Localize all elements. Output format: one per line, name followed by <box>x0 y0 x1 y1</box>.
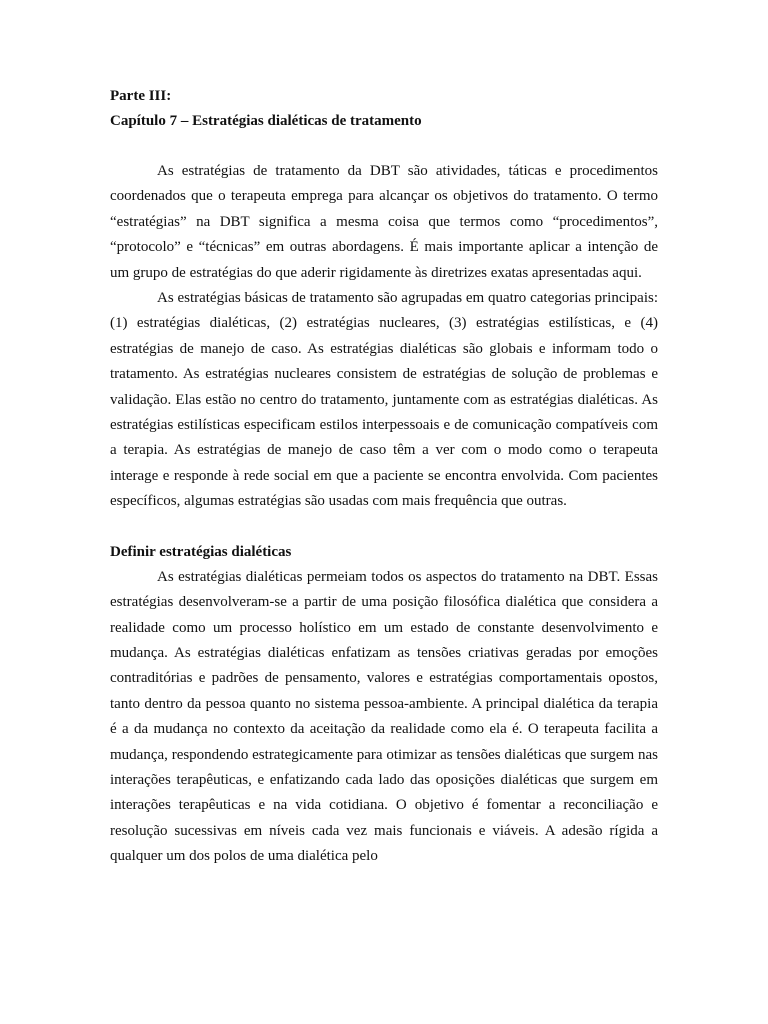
blank-line <box>110 134 658 159</box>
section-paragraph: As estratégias dialéticas permeiam todos os aspectos do tratamento na DBT. Essas estratégias desenvolveram-se a partir de uma posição filosófica dialética que considera a realidade como um processo holístico em um estado de constante desenvolvimento e mudança. As estratégias dialéticas enfatizam as tensões criativas geradas por emoções contraditórias e padrões de pensamento, valores e estratégias comportamentais opostos, tanto dentro da pessoa quanto no sistema pessoa-ambiente. A principal dialética da terapia é a da mudança no contexto da aceitação da realidade como ela é. O terapeuta facilita a mudança, respondendo estrategicamente para otimizar as tensões dialéticas que surgem nas interações terapêuticas, e enfatizando cada lado das oposições dialéticas que surgem em interações terapêuticas e na vida cotidiana. O objetivo é fomentar a reconciliação e resolução sucessivas em níveis cada vez mais funcionais e viáveis. A adesão rígida a qualquer um dos polos de uma dialética pelo <box>110 568 658 865</box>
blank-line <box>110 515 658 540</box>
document-page <box>110 84 658 870</box>
part-heading: Parte III: <box>110 88 172 104</box>
section-heading: Definir estratégias dialéticas <box>110 543 292 560</box>
intro-paragraph-2: As estratégias básicas de tratamento são agrupadas em quatro categorias principais: (1) estratégias dialéticas, (2) estratégias nucleares, (3) estratégias estilísticas, e (4) estratégias de manejo de caso. As estratégias dialéticas são globais e informam todo o tratamento. As estratégias nucleares consistem de estratégias de solução de problemas e validação. Elas estão no centro do tratamento, juntamente com as estratégias dialéticas. As estratégias estilísticas especificam estilos interpessoais e de comunicação compatíveis com a terapia. As estratégias de manejo de caso têm a ver com o modo como o terapeuta interage e responde à rede social em que a paciente se encontra envolvida. Com pacientes específicos, algumas estratégias são usadas com mais frequência que outras. <box>110 290 658 510</box>
chapter-title: Capítulo 7 – Estratégias dialéticas de tratamento <box>110 113 422 129</box>
intro-paragraph-1: As estratégias de tratamento da DBT são atividades, táticas e procedimentos coordenados que o terapeuta emprega para alcançar os objetivos do tratamento. O termo “estratégias” na DBT significa a mesma coisa que termos como “procedimentos”, “protocolo” e “técnicas” em outras abordagens. É mais importante aplicar a intenção de um grupo de estratégias do que aderir rigidamente às diretrizes exatas apresentadas aqui. <box>110 163 658 281</box>
